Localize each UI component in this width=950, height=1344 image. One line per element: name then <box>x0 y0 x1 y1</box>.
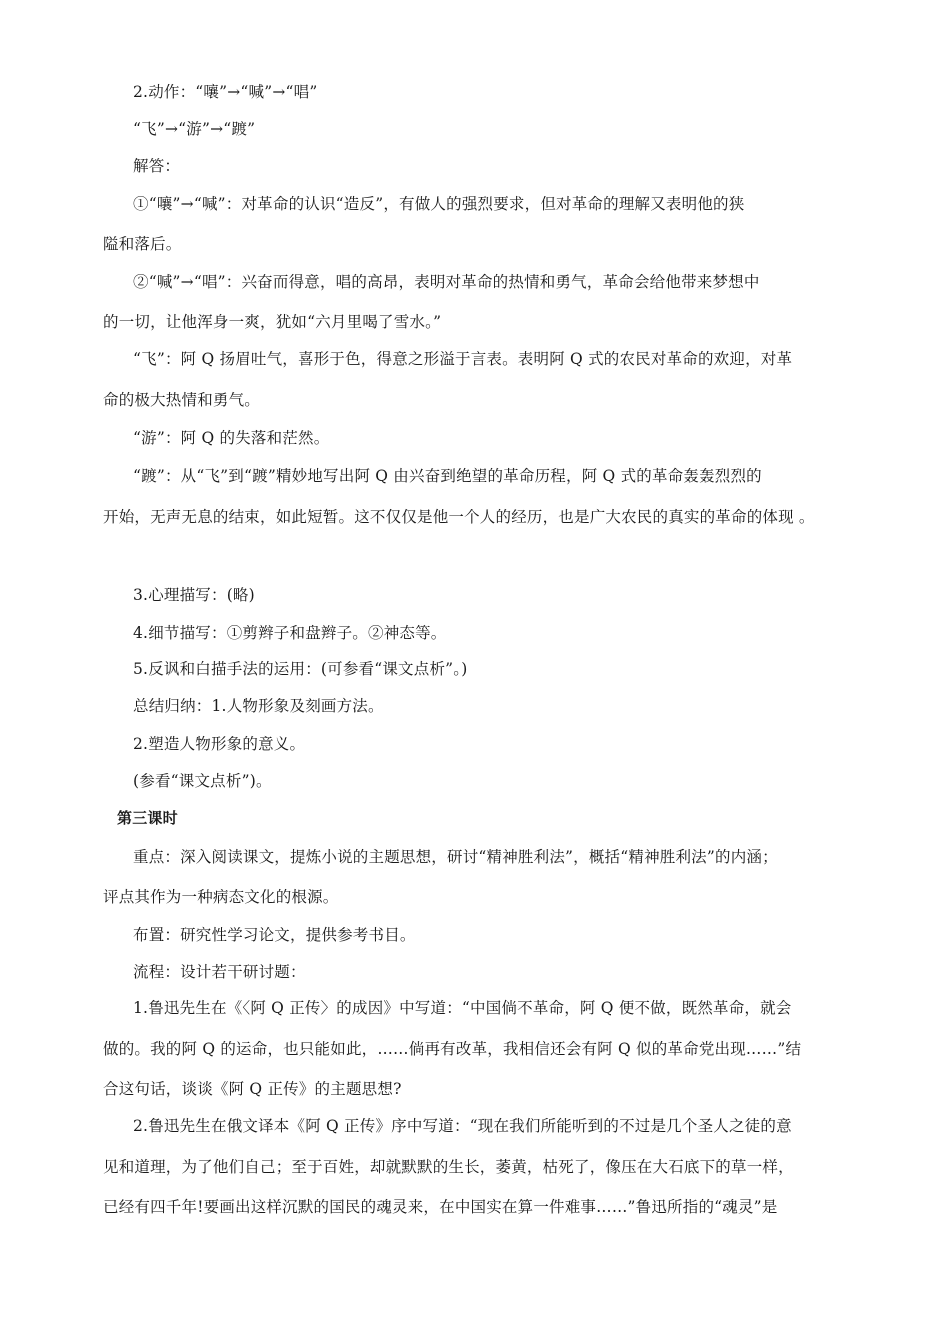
text-line: 做的。我的阿 Q 的运命，也只能如此，……倘再有改革，我相信还会有阿 Q 似的革命党出现……”结 <box>103 1040 802 1058</box>
text-line: 2.塑造人物形象的意义。 <box>133 735 306 753</box>
text-line: ①“嚷”→“喊”：对革命的认识“造反”，有做人的强烈要求，但对革命的理解又表明他的狭 <box>133 195 745 213</box>
text-line: 见和道理，为了他们自己；至于百姓，却就默默的生长，萎黄，枯死了，像压在大石底下的草一样， <box>103 1158 794 1176</box>
text-line: 的一切，让他浑身一爽，犹如“六月里喝了雪水。” <box>103 313 442 331</box>
text-line: 命的极大热情和勇气。 <box>103 391 261 409</box>
text-line: 流程：设计若干研讨题： <box>133 963 306 981</box>
text-line: 评点其作为一种病态文化的根源。 <box>103 888 339 906</box>
text-line: 3.心理描写：(略) <box>133 586 255 604</box>
text-line: 已经有四千年!要画出这样沉默的国民的魂灵来，在中国实在算一件难事……”鲁迅所指的“魂灵”是 <box>103 1198 778 1216</box>
text-line: “飞”：阿 Q 扬眉吐气，喜形于色，得意之形溢于言表。表明阿 Q 式的农民对革命的欢迎，对革 <box>133 350 793 368</box>
text-line: “踱”：从“飞”到“踱”精妙地写出阿 Q 由兴奋到绝望的革命历程，阿 Q 式的革命轰轰烈烈的 <box>133 467 762 485</box>
text-line: “游”：阿 Q 的失落和茫然。 <box>133 429 330 447</box>
text-line: 解答： <box>133 157 181 175</box>
text-line: 2.动作：“嚷”→“喊”→“唱” <box>133 83 318 101</box>
text-line: 总结归纳：1.人物形象及刻画方法。 <box>133 697 384 715</box>
text-line: 开始，无声无息的结束，如此短暂。这不仅仅是他一个人的经历，也是广大农民的真实的革命的体现 。 <box>103 508 815 526</box>
text-line: “飞”→“游”→“踱” <box>133 120 256 138</box>
text-line: 1.鲁迅先生在《〈阿 Q 正传〉的成因》中写道：“中国倘不革命，阿 Q 便不做，既然革命，就会 <box>133 999 792 1017</box>
text-line: 布置：研究性学习论文，提供参考书目。 <box>133 926 416 944</box>
text-line: 隘和落后。 <box>103 235 182 253</box>
text-line: 重点：深入阅读课文，提炼小说的主题思想，研讨“精神胜利法”，概括“精神胜利法”的内涵； <box>133 848 778 866</box>
text-line: 合这句话，谈谈《阿 Q 正传》的主题思想? <box>103 1080 402 1098</box>
text-line: ②“喊”→“唱”：兴奋而得意，唱的高昂，表明对革命的热情和勇气，革命会给他带来梦想中 <box>133 273 760 291</box>
text-line: 5.反讽和白描手法的运用：(可参看“课文点析”。) <box>133 660 468 678</box>
text-line: 4.细节描写：①剪辫子和盘辫子。②神态等。 <box>133 624 447 642</box>
text-line: 2.鲁迅先生在俄文译本《阿 Q 正传》序中写道：“现在我们所能听到的不过是几个圣人之徒的意 <box>133 1117 792 1135</box>
section-heading: 第三课时 <box>117 809 178 827</box>
text-line: (参看“课文点析”)。 <box>133 772 272 790</box>
